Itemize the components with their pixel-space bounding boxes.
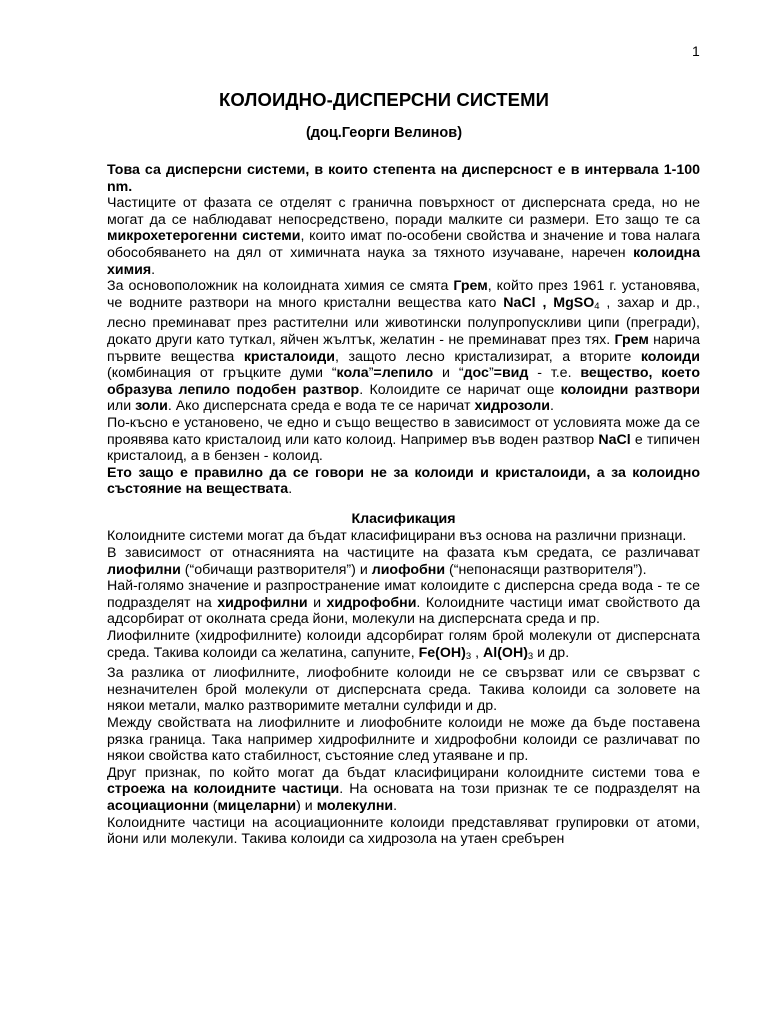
paragraph [107, 195, 700, 278]
text-run: Между свойствата на лиофилните и лиофобните колоиди не може да бъде поставена рязка граница. Така например хидрофилните и хидрофобни колоиди се различават по някои свойства като стабилност, състояние след утаяване и пр. [107, 715, 700, 765]
text-run: (“непонасящи разтворителя”). [445, 561, 647, 578]
paragraph [107, 528, 700, 545]
text-run: , [471, 644, 483, 661]
bold-text: Al(OH) [483, 644, 528, 661]
text-run: и “ [433, 365, 464, 382]
text-run: ) и [296, 797, 317, 814]
bold-text: Това са дисперсни системи, в които степента на дисперсност е в интервала 1-100 nm. [107, 162, 700, 195]
text-run: . На основата на този признак те се подразделят на [339, 781, 700, 798]
bold-text: хидрофобни [326, 594, 417, 611]
bold-text: кола [336, 365, 369, 382]
text-run: . [288, 481, 293, 498]
text-run: Колоидните частици на асоциационните колоиди представляват групировки от атоми, йони или молекули. Такива колоиди са хидрозола на утаен сребърен [107, 814, 700, 848]
paragraph [107, 628, 700, 665]
text-run: Най-голямо значение и разпространение имат колоидите с дисперсна среда вода - те се подразделят на [107, 578, 700, 611]
bold-text: NaCl , MgSO [503, 294, 595, 311]
paragraph [107, 465, 700, 498]
bold-text: колоиди [640, 348, 701, 365]
bold-text: хидрозоли [474, 398, 550, 415]
text-run: (комбинация от гръцките думи “ [107, 365, 337, 382]
bold-text: хидрофилни [217, 594, 308, 611]
text-run: ( [208, 797, 218, 814]
paragraph [107, 665, 700, 715]
text-run: В зависимост от отнасянията на частиците на фазата към средата, се различават [107, 545, 700, 562]
text-run: . Ако дисперсната среда е вода те се наричат [167, 398, 475, 415]
bold-text: лиофилни [107, 561, 181, 578]
bold-text: вещество, което образува лепило подобен разтвор [107, 365, 700, 398]
section-heading [107, 511, 700, 528]
bold-text: лиофобни [371, 561, 446, 578]
subscript: 3 [527, 650, 534, 662]
bold-text: =вид [493, 365, 529, 382]
bold-text: асоциационни [107, 797, 209, 814]
text-run: , които имат по-особени свойства и значение и това налага обособяването на дял от химичната наука за тяхното изучаване, наречен [107, 228, 700, 261]
text-run: За основоположник на колоидната химия се смята [107, 278, 454, 295]
text-run: , защото лесно кристализират, а вторите [335, 348, 641, 365]
bold-text: молекулни [316, 797, 394, 814]
text-run: За разлика от лиофилните, лиофобните колоиди не се свързват или се свързват с незначителен брой молекули от дисперсната среда. Такива колоиди са золовете на някои метали, малко разтворимите метални сулфиди и др. [107, 665, 700, 715]
document-author: (доц.Георги Велинов) [305, 125, 463, 141]
bold-text: Ето защо е правилно да се говори не за колоиди и кристалоиди, а за колоидно състояние на веществата [107, 464, 700, 498]
bold-text: NaCl [598, 431, 631, 448]
bold-text: Грем [453, 278, 488, 295]
bold-text: колоидни разтвори [560, 381, 700, 398]
document-title: КОЛОИДНО-ДИСПЕРСНИ СИСТЕМИ [219, 89, 549, 110]
text-run: , захар и др., лесно преминават през растителни или животински полупропускливи ципи (прегради), докато други като туткал, яйчен жълтък, желатин - не преминават през тях. [107, 294, 701, 348]
bold-text: кристалоиди [243, 348, 335, 365]
bold-text: Fe(OH) [418, 644, 466, 661]
text-run: ” [488, 365, 494, 382]
paragraph [107, 578, 700, 628]
paragraph [107, 715, 700, 765]
paragraph [107, 765, 700, 815]
text-run: , който през 1961 г. установява, че водните разтвори на много кристални вещества като [107, 278, 700, 311]
text-run: Колоидните системи могат да бъдат класифицирани въз основа на различни признаци. [107, 528, 687, 545]
bold-text: золи [135, 398, 168, 415]
paragraph [107, 162, 700, 195]
text-run: ” [368, 365, 374, 382]
text-run: . Колоидите се наричат още [359, 381, 561, 398]
bold-text: микрохетерогенни системи [107, 228, 301, 245]
bold-text: Грем [614, 331, 649, 348]
text-run: . [549, 398, 554, 415]
text-run: Лиофилните (хидрофилните) колоиди адсорбират голям брой молекули от дисперсната среда. Такива колоиди са желатина, сапуните, [107, 628, 700, 661]
text-run: . [393, 797, 398, 814]
text-run: Друг признак, по който могат да бъдат класифицирани колоидните системи това е [107, 764, 700, 781]
text-run: По-късно е установено, че едно и също вещество в зависимост от условията може да се проявява като кристалоид или като колоид. Например във воден разтвор [107, 414, 700, 448]
document-body [107, 162, 700, 848]
text-run: или [107, 398, 136, 415]
bold-text: Класификация [351, 510, 456, 527]
text-run: е типичен кристалоид, а в бензен - колоид. [107, 431, 700, 465]
text-run: и др. [533, 644, 570, 661]
text-run: . [151, 261, 156, 278]
text-run: и [307, 594, 327, 611]
text-run: (“обичащи разтворителя”) и [180, 561, 372, 578]
paragraph [107, 815, 700, 848]
paragraph [107, 278, 700, 415]
text-run: нарича първите вещества [107, 331, 701, 365]
paragraph [107, 545, 700, 578]
subscript: 3 [465, 650, 472, 662]
subscript: 4 [594, 300, 600, 312]
page-number: 1 [692, 43, 700, 59]
bold-text: дос [463, 365, 489, 382]
paragraph [107, 415, 700, 465]
bold-text: мицеларни [217, 797, 297, 814]
text-run: Частиците от фазата се отделят с гранична повърхност от дисперсната среда, но не могат да се наблюдават непосредствено, поради малките си размери. Ето защо те са [107, 195, 700, 228]
bold-text: =лепило [373, 365, 434, 382]
bold-text: колоидна химия [107, 244, 700, 278]
text-run: . Колоидните частици имат свойството да адсорбират от околната среда йони, молекули на дисперсната среда и пр. [107, 594, 700, 628]
bold-text: строежа на колоидните частици [107, 781, 340, 798]
text-run: - т.е. [528, 365, 581, 382]
